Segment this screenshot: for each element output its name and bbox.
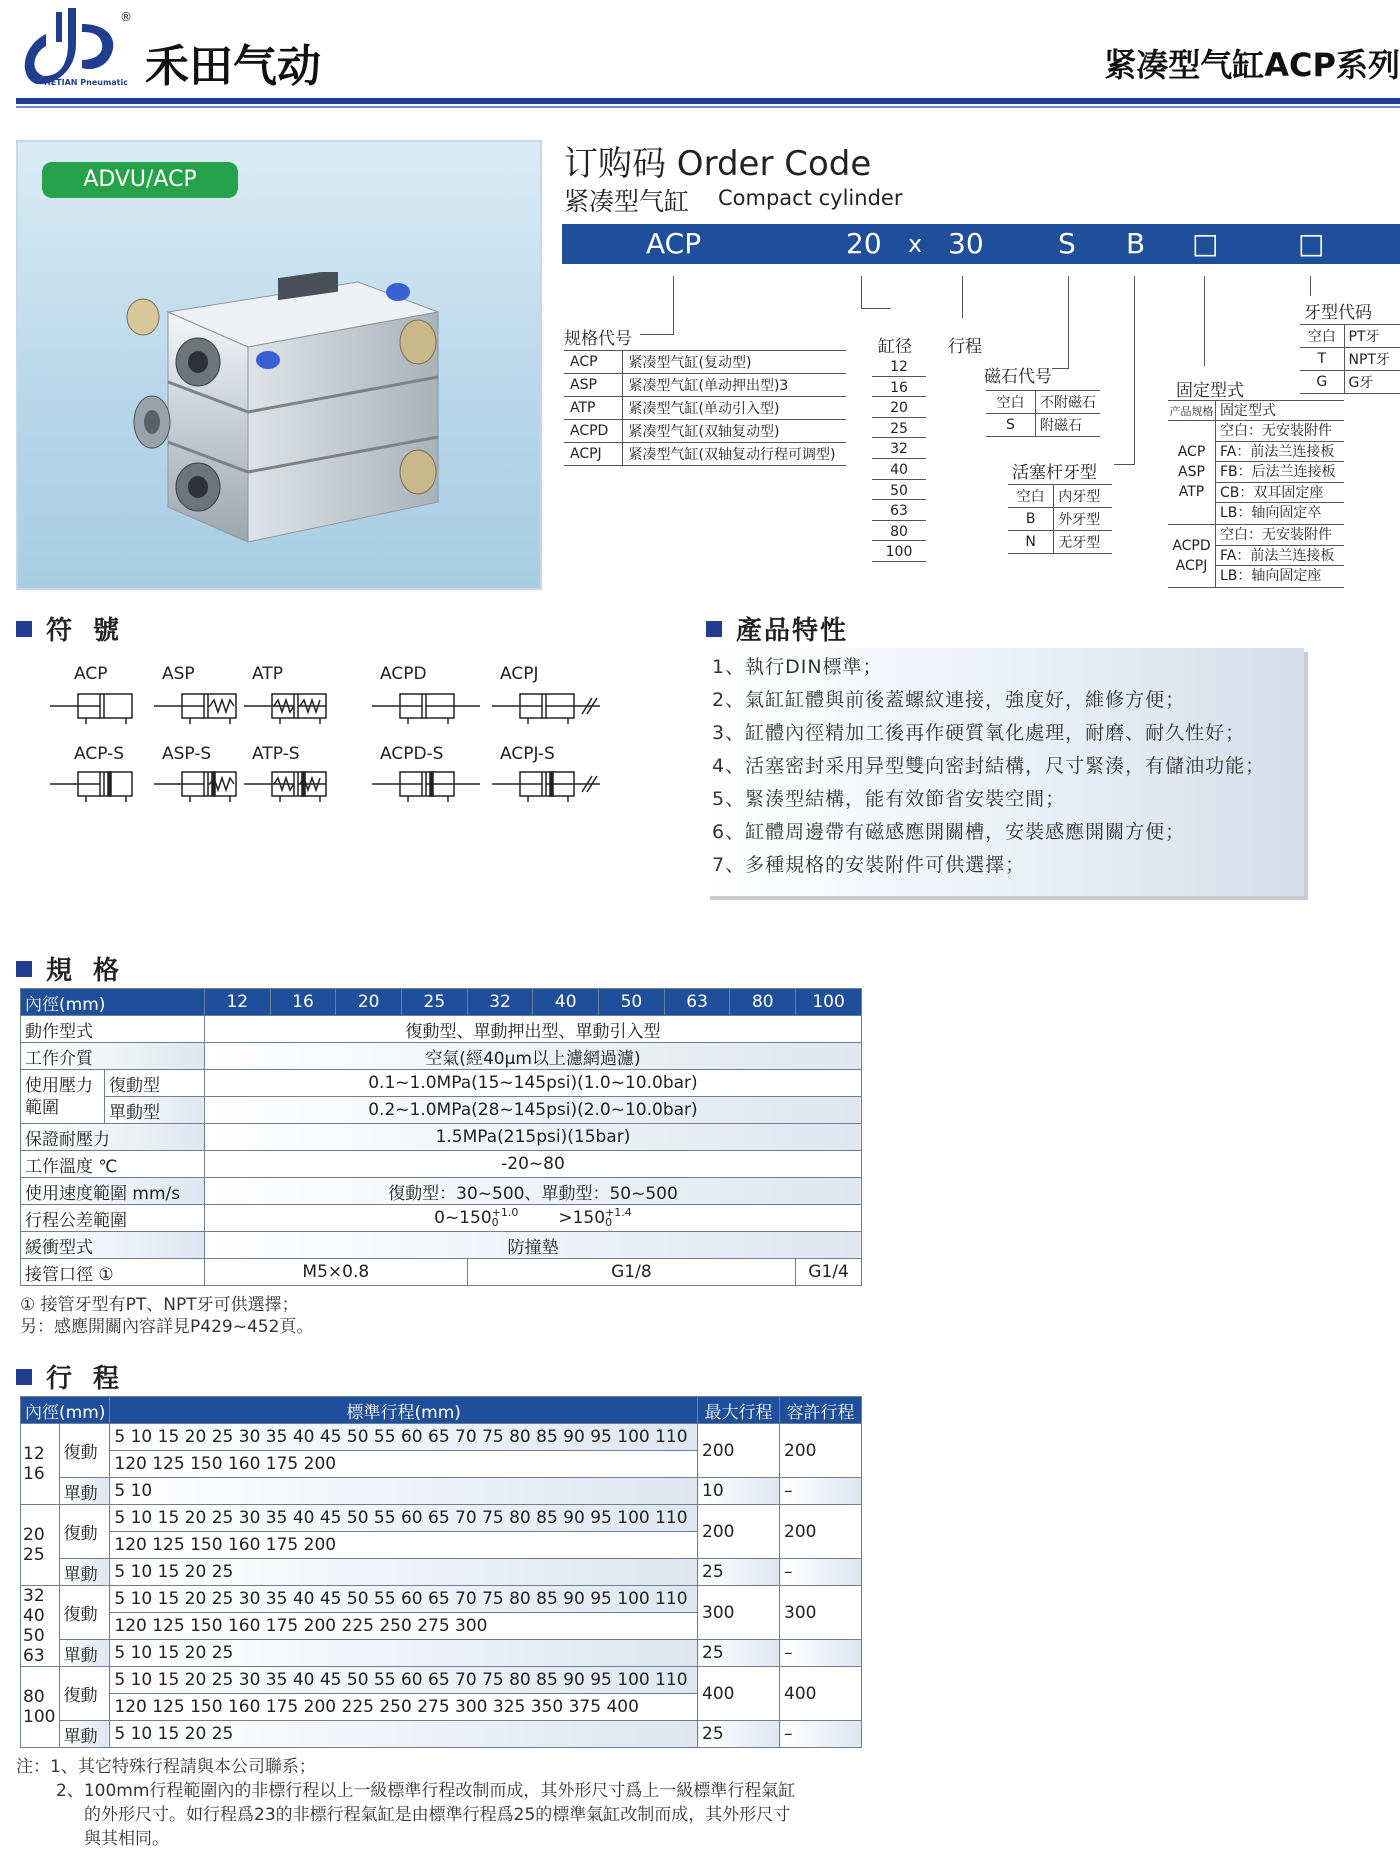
rod-desc: 无牙型 xyxy=(1054,531,1112,554)
connector-line xyxy=(962,276,963,318)
model-code-label: 规格代号 xyxy=(564,329,632,349)
bore-value: 12 xyxy=(872,356,926,377)
model-row xyxy=(564,374,846,397)
spec-port: M5×0.8 xyxy=(204,1259,467,1286)
stroke-row xyxy=(21,1559,862,1586)
mount-option: LB：轴向固定卒 xyxy=(1220,505,1322,522)
magnet-desc: 不附磁石 xyxy=(1036,391,1101,414)
stroke-dbl-allow: 200 xyxy=(780,1424,862,1478)
stroke-dbl-max: 200 xyxy=(698,1424,780,1478)
mount-model: ATP xyxy=(1178,484,1205,501)
connector-line xyxy=(861,308,891,309)
stroke-label: 行程 xyxy=(948,337,982,357)
feature-item: 2、氣缸缸體與前後蓋螺紋連接，強度好，維修方便； xyxy=(712,689,1186,711)
bore-value: 80 xyxy=(872,521,926,542)
mount-model: ACPD xyxy=(1172,537,1211,554)
stroke-sgl-label: 單動 xyxy=(59,1721,110,1748)
mount-table xyxy=(1168,400,1344,588)
feature-item: 7、多種規格的安裝附件可供選擇； xyxy=(712,854,1026,876)
mount-options xyxy=(1216,525,1344,587)
spec-value: 復動型、單動押出型、單動引入型 xyxy=(204,1016,861,1043)
bore-value: 40 xyxy=(872,459,926,480)
spec-bore: 80 xyxy=(730,989,796,1016)
stroke-head-standard: 標準行程(mm) xyxy=(110,1397,698,1424)
stroke-bore: 80 100 xyxy=(21,1667,60,1748)
symbol-label: ACPD xyxy=(380,664,427,684)
stroke-sgl-values: 5 10 15 20 25 xyxy=(110,1559,698,1586)
stroke-table xyxy=(20,1396,862,1748)
symbol-acpj-icon xyxy=(492,686,602,726)
spec-label: 使用速度範圍 mm/s xyxy=(21,1178,205,1205)
stroke-dbl-values2: 120 125 150 160 175 200 225 250 275 300 xyxy=(110,1613,698,1640)
feature-item: 3、缸體內徑精加工後再作硬質氧化處理，耐磨、耐久性好； xyxy=(712,722,1246,744)
spec-value: 復動型：30~500、單動型：50~500 xyxy=(204,1178,861,1205)
stroke-sgl-label: 單動 xyxy=(59,1640,110,1667)
symbol-acpj-s-icon xyxy=(492,764,602,804)
stroke-dbl-label: 復動 xyxy=(59,1424,110,1478)
logo-subtitle: HETIAN Pneumatic xyxy=(44,78,128,87)
stroke-sgl-allow: – xyxy=(780,1721,862,1748)
stroke-row xyxy=(21,1667,862,1694)
header-rule xyxy=(16,98,1400,104)
thread-desc: NPT牙 xyxy=(1344,348,1400,371)
connector-line xyxy=(640,334,674,335)
tol-sub: 0 xyxy=(491,1216,499,1229)
spec-table xyxy=(20,988,862,1286)
mount-head xyxy=(1168,400,1344,421)
thread-table xyxy=(1300,324,1400,394)
stroke-row xyxy=(21,1586,862,1613)
mount-model: ACP xyxy=(1177,444,1206,461)
connector-line xyxy=(1114,464,1135,465)
symbol-acp-s-icon xyxy=(50,764,160,804)
mount-group xyxy=(1168,525,1344,588)
mount-option: FB：后法兰连接板 xyxy=(1216,462,1344,483)
spec-label: 接管口徑 ① xyxy=(21,1259,205,1286)
spec-bore: 50 xyxy=(599,989,665,1016)
stroke-head-max: 最大行程 xyxy=(698,1397,780,1424)
stroke-sgl-allow: – xyxy=(780,1559,862,1586)
symbols-area xyxy=(40,660,620,820)
mount-head-model: 产品规格 xyxy=(1168,401,1216,420)
mount-models xyxy=(1168,421,1216,524)
connector-line xyxy=(1052,368,1069,369)
stroke-dbl-values2: 120 125 150 160 175 200 xyxy=(110,1532,698,1559)
rod-code: N xyxy=(1008,531,1054,554)
stroke-sgl-max: 25 xyxy=(698,1559,780,1586)
stroke-row xyxy=(21,1640,862,1667)
thread-row xyxy=(1300,325,1400,348)
stroke-dbl-values2: 120 125 150 160 175 200 xyxy=(110,1451,698,1478)
thread-row xyxy=(1300,348,1400,371)
tol-stack xyxy=(605,1208,632,1228)
stroke-dbl-label: 復動 xyxy=(59,1667,110,1721)
stroke-sgl-allow: – xyxy=(780,1640,862,1667)
spec-label: 工作介質 xyxy=(21,1043,205,1070)
feature-item: 1、執行DIN標準； xyxy=(712,656,883,678)
spec-bore: 100 xyxy=(796,989,862,1016)
mount-head-type: 固定型式 xyxy=(1220,403,1276,419)
tol-base: >150 xyxy=(558,1208,606,1228)
spec-value: 1.5MPa(215psi)(15bar) xyxy=(204,1124,861,1151)
model-table xyxy=(564,350,846,466)
spec-bore: 63 xyxy=(664,989,730,1016)
bore-label: 缸径 xyxy=(878,337,912,357)
code-magnet: S xyxy=(1058,227,1076,260)
model-code: ACPJ xyxy=(564,443,622,466)
stroke-sgl-max: 10 xyxy=(698,1478,780,1505)
spec-bore: 16 xyxy=(270,989,336,1016)
bore-value: 63 xyxy=(872,500,926,521)
mount-option: 空白：无安装附件 xyxy=(1216,525,1344,546)
product-photo xyxy=(16,140,542,590)
logo xyxy=(16,4,128,88)
symbol-label: ACP xyxy=(74,664,108,684)
model-desc: 紧凑型气缸(单动押出型)3 xyxy=(622,374,846,397)
symbol-label: ATP-S xyxy=(252,744,300,764)
magnet-code: 空白 xyxy=(986,391,1036,414)
stroke-sgl-max: 25 xyxy=(698,1721,780,1748)
order-subtitle-en: Compact cylinder xyxy=(718,186,903,210)
stroke-dbl-values: 5 10 15 20 25 30 35 40 45 50 55 60 65 70 75 80 85 90 95 100 110 xyxy=(110,1424,698,1451)
magnet-code: S xyxy=(986,414,1036,437)
spec-value: 0.1~1.0MPa(15~145psi)(1.0~10.0bar) xyxy=(204,1070,861,1097)
symbol-label: ACP-S xyxy=(74,744,125,764)
thread-code: T xyxy=(1300,348,1344,371)
tol-base: 0~150 xyxy=(434,1208,492,1228)
stroke-sgl-values: 5 10 15 20 25 xyxy=(110,1640,698,1667)
spec-value: -20~80 xyxy=(204,1151,861,1178)
stroke-dbl-max: 400 xyxy=(698,1667,780,1721)
symbol-acpd-icon xyxy=(372,686,482,726)
spec-label: 使用壓力範圍 xyxy=(21,1070,105,1124)
stroke-row xyxy=(21,1424,862,1451)
stroke-dbl-values: 5 10 15 20 25 30 35 40 45 50 55 60 65 70 75 80 85 90 95 100 110 xyxy=(110,1667,698,1694)
mount-option: LB：轴向固定座 xyxy=(1220,568,1322,585)
connector-line xyxy=(1134,276,1135,464)
symbol-label: ACPJ-S xyxy=(500,744,555,764)
mount-model: ACPJ xyxy=(1175,557,1208,574)
spec-sublabel: 復動型 xyxy=(104,1070,204,1097)
connector-line xyxy=(861,276,862,308)
stroke-row xyxy=(21,1505,862,1532)
code-mount: □ xyxy=(1192,227,1219,260)
model-desc: 紧凑型气缸(双轴复动型) xyxy=(622,420,846,443)
magnet-table xyxy=(986,390,1100,437)
magnet-code-label: 磁石代号 xyxy=(984,367,1052,387)
order-code-title: 订购码 Order Code xyxy=(564,144,872,184)
mount-option: CB：双耳固定座 xyxy=(1216,483,1344,504)
features-heading: 產品特性 xyxy=(706,610,848,647)
stroke-dbl-allow: 200 xyxy=(780,1505,862,1559)
stroke-dbl-allow: 400 xyxy=(780,1667,862,1721)
stroke-dbl-allow: 300 xyxy=(780,1586,862,1640)
stroke-dbl-label: 復動 xyxy=(59,1586,110,1640)
model-code: ASP xyxy=(564,374,622,397)
photo-badge: ADVU/ACP xyxy=(42,162,238,198)
symbol-label: ASP xyxy=(162,664,195,684)
spec-row xyxy=(21,1151,862,1178)
rod-thread-label: 活塞杆牙型 xyxy=(1012,463,1097,483)
order-code-bar xyxy=(562,224,1400,264)
feature-item: 6、缸體周邊帶有磁感應開關槽，安裝感應開關方便； xyxy=(712,821,1186,843)
model-code: ATP xyxy=(564,397,622,420)
bore-value: 32 xyxy=(872,438,926,459)
mount-models xyxy=(1168,525,1216,587)
magnet-row xyxy=(986,414,1100,437)
bore-value: 50 xyxy=(872,480,926,501)
magnet-row xyxy=(986,391,1100,414)
rod-row xyxy=(1008,531,1112,554)
stroke-heading: 行 程 xyxy=(16,1358,125,1395)
symbol-atp-icon xyxy=(244,686,354,726)
stroke-sgl-values: 5 10 15 20 25 xyxy=(110,1721,698,1748)
spec-row xyxy=(21,1070,862,1097)
brand-name: 禾田气动 xyxy=(145,41,321,92)
spec-row xyxy=(21,1178,862,1205)
spec-bore: 25 xyxy=(401,989,467,1016)
rod-table xyxy=(1008,484,1112,554)
spec-label: 工作溫度 ℃ xyxy=(21,1151,205,1178)
stroke-note-4: 與其相同。 xyxy=(84,1829,169,1849)
rod-code: B xyxy=(1008,508,1054,531)
header-rule-thin xyxy=(16,106,1400,108)
stroke-dbl-values2: 120 125 150 160 175 200 225 250 275 300 325 350 375 400 xyxy=(110,1694,698,1721)
bore-list xyxy=(872,356,926,562)
stroke-head-allow: 容許行程 xyxy=(780,1397,862,1424)
spec-label: 緩衝型式 xyxy=(21,1232,205,1259)
spec-row xyxy=(21,1232,862,1259)
code-model: ACP xyxy=(646,227,702,260)
model-row xyxy=(564,443,846,466)
series-title: 紧凑型气缸ACP系列 xyxy=(1104,46,1400,84)
thread-code: 空白 xyxy=(1300,325,1344,348)
thread-code: G xyxy=(1300,371,1344,394)
spec-value xyxy=(204,1205,861,1232)
spec-bore: 12 xyxy=(204,989,270,1016)
stroke-dbl-values: 5 10 15 20 25 30 35 40 45 50 55 60 65 70 75 80 85 90 95 100 110 xyxy=(110,1505,698,1532)
tol-stack xyxy=(492,1208,519,1228)
symbol-label: ACPD-S xyxy=(380,744,444,764)
spec-bore: 32 xyxy=(467,989,533,1016)
registered-mark: ® xyxy=(120,10,132,24)
rod-desc: 外牙型 xyxy=(1054,508,1112,531)
model-desc: 紧凑型气缸(双轴复动行程可调型) xyxy=(622,443,846,466)
stroke-dbl-max: 300 xyxy=(698,1586,780,1640)
stroke-bore: 32 40 50 63 xyxy=(21,1586,60,1667)
spec-sublabel: 單動型 xyxy=(104,1097,204,1124)
stroke-sgl-values: 5 10 xyxy=(110,1478,698,1505)
code-x: x xyxy=(908,230,923,258)
code-bore: 20 xyxy=(846,227,882,260)
connector-line xyxy=(1204,276,1205,366)
stroke-head-bore: 內徑(mm) xyxy=(21,1397,110,1424)
mount-option: FA：前法兰连接板 xyxy=(1216,546,1344,567)
stroke-note-2: 2、100mm行程範圍內的非標行程以上一級標準行程改制而成，其外形尺寸爲上一級標準行程氣缸 xyxy=(56,1781,796,1801)
stroke-dbl-values: 5 10 15 20 25 30 35 40 45 50 55 60 65 70 75 80 85 90 95 100 110 xyxy=(110,1586,698,1613)
rod-row xyxy=(1008,485,1112,508)
stroke-dbl-max: 200 xyxy=(698,1505,780,1559)
code-rod: B xyxy=(1126,227,1146,260)
spec-bore: 40 xyxy=(533,989,599,1016)
order-subtitle-cn: 紧凑型气缸 xyxy=(564,187,690,216)
stroke-sgl-label: 單動 xyxy=(59,1478,110,1505)
feature-item: 4、活塞密封采用异型雙向密封結構，尺寸緊湊，有儲油功能； xyxy=(712,755,1266,777)
stroke-bore: 12 16 xyxy=(21,1424,60,1505)
bore-value: 20 xyxy=(872,397,926,418)
connector-line xyxy=(1310,276,1311,296)
spec-value: 0.2~1.0MPa(28~145psi)(2.0~10.0bar) xyxy=(204,1097,861,1124)
stroke-sgl-label: 單動 xyxy=(59,1559,110,1586)
spec-port: G1/8 xyxy=(467,1259,795,1286)
mount-options xyxy=(1216,421,1344,524)
spec-row xyxy=(21,1043,862,1070)
model-row xyxy=(564,351,846,374)
spec-row xyxy=(21,1097,862,1124)
spec-value: 防撞墊 xyxy=(204,1232,861,1259)
symbol-acp-icon xyxy=(50,686,160,726)
model-code: ACPD xyxy=(564,420,622,443)
stroke-row xyxy=(21,1478,862,1505)
tol-sup: +1.0 xyxy=(491,1206,519,1219)
spec-head-label: 內徑(mm) xyxy=(21,989,205,1016)
tolerance xyxy=(558,1208,631,1228)
mount-group xyxy=(1168,421,1344,525)
spec-row xyxy=(21,1124,862,1151)
bore-value: 25 xyxy=(872,418,926,439)
spec-value: 空氣(經40μm以上濾網過濾) xyxy=(204,1043,861,1070)
symbol-acpd-s-icon xyxy=(372,764,482,804)
spec-row xyxy=(21,1259,862,1286)
mount-option: FA：前法兰连接板 xyxy=(1216,442,1344,463)
symbol-atp-s-icon xyxy=(244,764,354,804)
bore-value: 100 xyxy=(872,541,926,562)
stroke-dbl-label: 復動 xyxy=(59,1505,110,1559)
spec-heading: 規 格 xyxy=(16,950,125,987)
cylinder-illustration xyxy=(108,272,468,562)
thread-desc: G牙 xyxy=(1344,371,1400,394)
mount-option: 空白：无安装附件 xyxy=(1216,421,1344,442)
rod-code: 空白 xyxy=(1008,485,1054,508)
model-code: ACP xyxy=(564,351,622,374)
model-row xyxy=(564,397,846,420)
spec-note-1: ① 接管牙型有PT、NPT牙可供選擇； xyxy=(20,1295,299,1315)
spec-port: G1/4 xyxy=(796,1259,862,1286)
thread-row xyxy=(1300,371,1400,394)
tol-sub: 0 xyxy=(605,1216,613,1229)
spec-row xyxy=(21,1205,862,1232)
spec-bore: 20 xyxy=(336,989,402,1016)
symbol-label: ACPJ xyxy=(500,664,539,684)
rod-desc: 内牙型 xyxy=(1054,485,1112,508)
symbol-label: ASP-S xyxy=(162,744,212,764)
spec-label: 動作型式 xyxy=(21,1016,205,1043)
stroke-note-3: 的外形尺寸。如行程爲23的非標行程氣缸是由標準行程爲25的標準氣缸改制而成，其外形尺寸 xyxy=(84,1805,791,1825)
thread-code-label: 牙型代码 xyxy=(1304,303,1372,323)
stroke-row xyxy=(21,1721,862,1748)
spec-label: 保證耐壓力 xyxy=(21,1124,205,1151)
stroke-row xyxy=(21,1397,862,1424)
tolerance xyxy=(434,1208,518,1228)
code-stroke: 30 xyxy=(948,227,984,260)
spec-row xyxy=(21,1016,862,1043)
connector-line xyxy=(1068,276,1069,368)
model-row xyxy=(564,420,846,443)
connector-line xyxy=(673,276,674,334)
model-desc: 紧凑型气缸(复动型) xyxy=(622,351,846,374)
symbol-label: ATP xyxy=(252,664,283,684)
spec-note-2: 另：感應開關內容詳見P429~452頁。 xyxy=(20,1317,314,1337)
stroke-note-1: 注：1、其它特殊行程請與本公司聯系； xyxy=(16,1757,316,1777)
magnet-desc: 附磁石 xyxy=(1036,414,1101,437)
stroke-sgl-allow: – xyxy=(780,1478,862,1505)
thread-desc: PT牙 xyxy=(1344,325,1400,348)
spec-row xyxy=(21,989,862,1016)
tol-sup: +1.4 xyxy=(605,1206,632,1219)
stroke-sgl-max: 25 xyxy=(698,1640,780,1667)
mount-model: ASP xyxy=(1178,464,1205,481)
code-thread: □ xyxy=(1298,227,1325,260)
spec-label: 行程公差範圍 xyxy=(21,1205,205,1232)
stroke-bore: 20 25 xyxy=(21,1505,60,1586)
model-desc: 紧凑型气缸(单动引入型) xyxy=(622,397,846,420)
rod-row xyxy=(1008,508,1112,531)
bore-value: 16 xyxy=(872,377,926,398)
feature-item: 5、緊湊型結構，能有效節省安裝空間； xyxy=(712,788,1066,810)
symbols-heading: 符 號 xyxy=(16,610,125,647)
features-box xyxy=(706,648,1304,896)
mount-type-label: 固定型式 xyxy=(1176,381,1244,401)
